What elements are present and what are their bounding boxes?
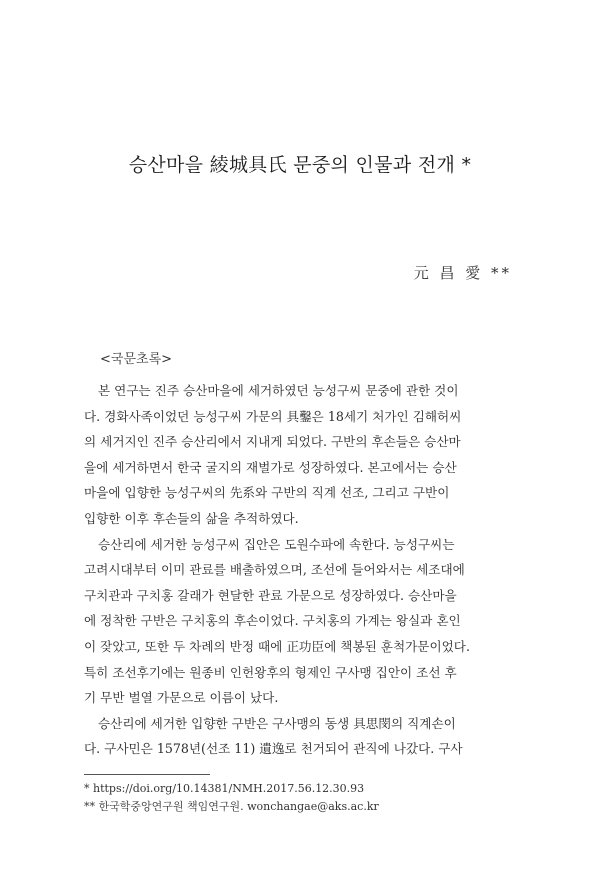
footnote-author: ** 한국학중앙연구원 책임연구원. wonchangae@aks.ac.kr	[84, 800, 379, 813]
text-line: 마을에 입향한 능성구씨의 先系와 구반의 직계 선조, 그리고 구반이	[84, 485, 450, 501]
text-line: 승산리에 세거한 능성구씨 집안은 도원수파에 속한다. 능성구씨는	[98, 536, 455, 552]
text-line: 에 정착한 구반은 구치홍의 후손이었다. 구치홍의 가계는 왕실과 혼인	[84, 613, 461, 629]
text-line: 기 무반 벌열 가문으로 이름이 났다.	[84, 690, 279, 706]
text-line: 입향한 이후 후손들의 삶을 추적하였다.	[84, 510, 299, 526]
abstract-body	[84, 378, 516, 762]
text-line: 구치관과 구치홍 갈래가 현달한 관료 가문으로 성장하였다. 승산마을	[84, 587, 457, 603]
text-line: 의 세거지인 진주 승산리에서 지내게 되었다. 구반의 후손들은 승산마	[84, 434, 461, 450]
paragraph-3	[84, 711, 516, 762]
text-line: 고려시대부터 이미 관료를 배출하였으며, 조선에 들어와서는 세조대에	[84, 562, 465, 578]
footnote-doi: * https://doi.org/10.14381/NMH.2017.56.12.30.93	[84, 782, 365, 795]
footnotes	[84, 780, 524, 816]
text-line: 을에 세거하면서 한국 굴지의 재벌가로 성장하였다. 본고에서는 승산	[84, 459, 457, 475]
text-line: 다. 구사민은 1578년(선조 11) 遺逸로 천거되어 관직에 나갔다. 구사	[84, 741, 463, 757]
abstract-label: <국문초록>	[100, 352, 173, 367]
text-line: 이 잦았고, 또한 두 차례의 반정 때에 正功臣에 책봉된 훈척가문이었다.	[84, 638, 470, 654]
paragraph-2	[84, 532, 516, 711]
text-line: 본 연구는 진주 승산마을에 세거하였던 능성구씨 문중에 관한 것이	[98, 383, 459, 398]
paragraph-1	[84, 378, 516, 532]
author-name: 元 昌 愛 **	[413, 264, 512, 282]
footnote-rule	[84, 774, 210, 775]
text-line: 특히 조선후기에는 원종비 인헌왕후의 형제인 구사맹 집안이 조선 후	[84, 664, 457, 680]
text-line: 승산리에 세거한 입향한 구반은 구사맹의 동생 具思閔의 직계손이	[98, 715, 456, 731]
text-line: 다. 경화사족이었던 능성구씨 가문의 具鑿은 18세기 처가인 김해허씨	[84, 408, 462, 424]
paper-title: 승산마을 綾城具氏 문중의 인물과 전개 *	[128, 154, 472, 176]
